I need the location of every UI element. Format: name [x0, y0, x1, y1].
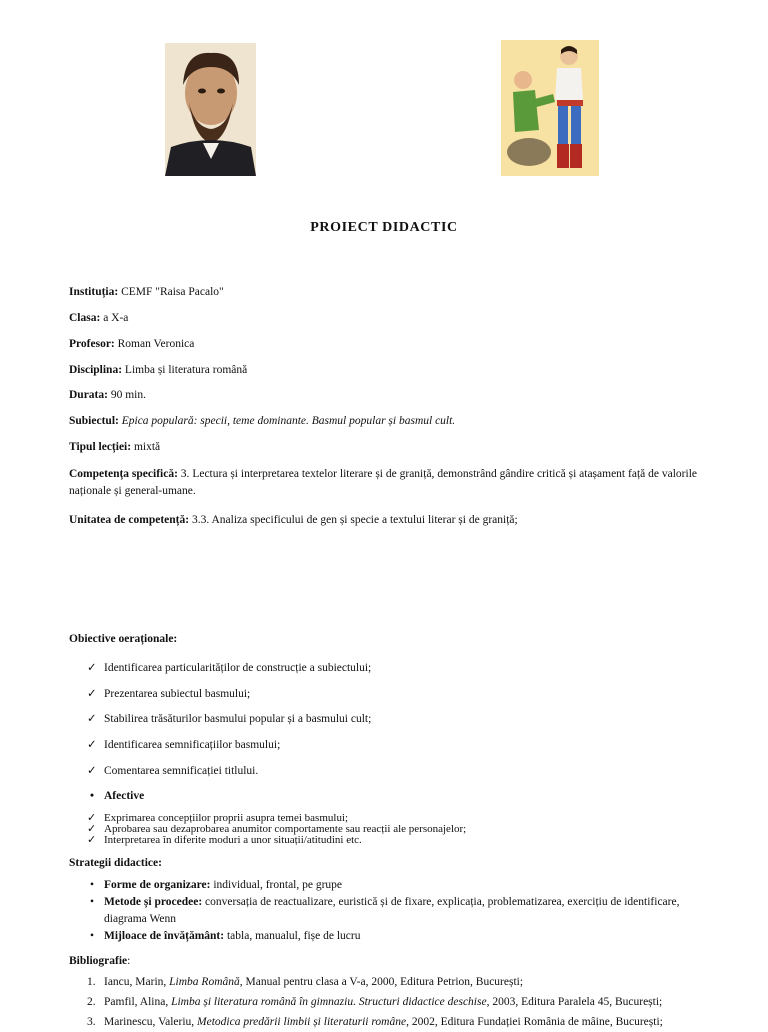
field-label: Disciplina:	[69, 364, 123, 376]
field-teacher	[69, 336, 697, 353]
check-icon: ✓	[87, 739, 97, 752]
author-portrait-image	[165, 43, 256, 176]
list-item: 3. Marinescu, Valeriu, Metodica predării limbii și literaturii române, 2002, Editura Fundației România de mâine, București;	[87, 1016, 663, 1028]
bullet-icon: •	[90, 790, 95, 802]
list-item: • Metode și procedee: conversația de reactualizare, euristică și de fixare, explicația, problematizarea, exercițiu de identificare, diagrama Wenn	[90, 896, 680, 925]
fairy-tale-characters-image	[501, 40, 599, 176]
field-competence-unit	[69, 512, 697, 529]
list-item: ✓ Prezentarea subiectul basmului;	[87, 687, 251, 700]
field-value: 3. Lectura și interpretarea textelor literare și de graniță, demonstrând gândire critică și atașament față de valorile naționale și general-umane.	[69, 468, 698, 497]
field-discipline	[69, 362, 697, 379]
objectives-heading: Obiective oeraționale:	[69, 633, 178, 645]
strategies-heading: Strategii didactice:	[69, 857, 162, 869]
field-value: CEMF "Raisa Pacalo"	[118, 286, 224, 298]
field-label: Profesor:	[69, 338, 115, 350]
list-item: ✓ Identificarea particularităților de construcție a subiectului;	[87, 662, 372, 674]
field-value: a X-a	[100, 312, 129, 324]
check-icon: ✓	[87, 812, 97, 824]
objectives-list	[87, 661, 707, 789]
list-item: ✓ Aprobarea sau dezaprobarea anumitor comportamente sau reacții ale personajelor;	[87, 823, 467, 835]
field-value: mixtă	[131, 441, 161, 453]
affective-heading: • Afective	[90, 790, 145, 802]
field-class	[69, 310, 697, 327]
field-value: 3.3. Analiza specificului de gen și specie a textului literar și de graniță;	[189, 514, 518, 526]
list-item: 2. Pamfil, Alina, Limba și literatura română în gimnaziu. Structuri didactice deschise, 2003, Editura Paralela 45, București;	[87, 996, 663, 1008]
field-value: Epica populară: specii, teme dominante. Basmul popular și basmul cult.	[118, 415, 456, 427]
list-item: ✓ Interpretarea în diferite moduri a unor situații/atitudini etc.	[87, 834, 362, 846]
field-lesson-type	[69, 439, 697, 456]
check-icon: ✓	[87, 687, 97, 700]
field-institution	[69, 284, 697, 301]
bibliography-heading: Bibliografie:	[69, 955, 131, 967]
field-label: Durata:	[69, 389, 108, 401]
field-label: Tipul lecției:	[69, 441, 132, 453]
field-specific-competence	[69, 466, 697, 500]
check-icon: ✓	[87, 764, 97, 777]
bullet-icon: •	[90, 930, 95, 942]
bibliography-list	[87, 972, 707, 1032]
list-item: ✓ Comentarea semnificației titlului.	[87, 764, 259, 777]
field-label: Subiectul:	[69, 415, 119, 427]
field-label: Instituția:	[69, 286, 119, 298]
list-item: 1. Iancu, Marin, Limba Română, Manual pentru clasa a V-a, 2000, Editura Petrion, București;	[87, 976, 524, 988]
list-item: ✓ Identificarea semnificațiilor basmului;	[87, 739, 281, 752]
list-item: • Forme de organizare: individual, frontal, pe grupe	[90, 877, 690, 894]
field-value: 90 min.	[107, 389, 146, 401]
check-icon: ✓	[87, 713, 97, 726]
field-label: Unitatea de competență:	[69, 514, 190, 526]
list-item: ✓ Stabilirea trăsăturilor basmului popular și a basmului cult;	[87, 713, 372, 726]
field-label: Clasa:	[69, 312, 101, 324]
check-icon: ✓	[87, 662, 97, 674]
bullet-icon: •	[90, 896, 95, 908]
field-subject	[69, 413, 697, 430]
bullet-icon: •	[90, 879, 95, 891]
list-item: • Mijloace de învățământ: tabla, manualul, fișe de lucru	[90, 928, 690, 945]
document-title: PROIECT DIDACTIC	[310, 220, 458, 235]
field-label: Competența specifică:	[69, 468, 178, 480]
field-value: Roman Veronica	[114, 338, 195, 350]
check-icon: ✓	[87, 834, 97, 846]
field-value: Limba și literatura română	[122, 364, 248, 376]
affective-list	[87, 813, 707, 846]
check-icon: ✓	[87, 823, 97, 835]
strategies-list	[90, 877, 690, 945]
field-duration	[69, 387, 697, 404]
list-item: ✓ Exprimarea concepțiilor proprii asupra temei basmului;	[87, 812, 349, 824]
